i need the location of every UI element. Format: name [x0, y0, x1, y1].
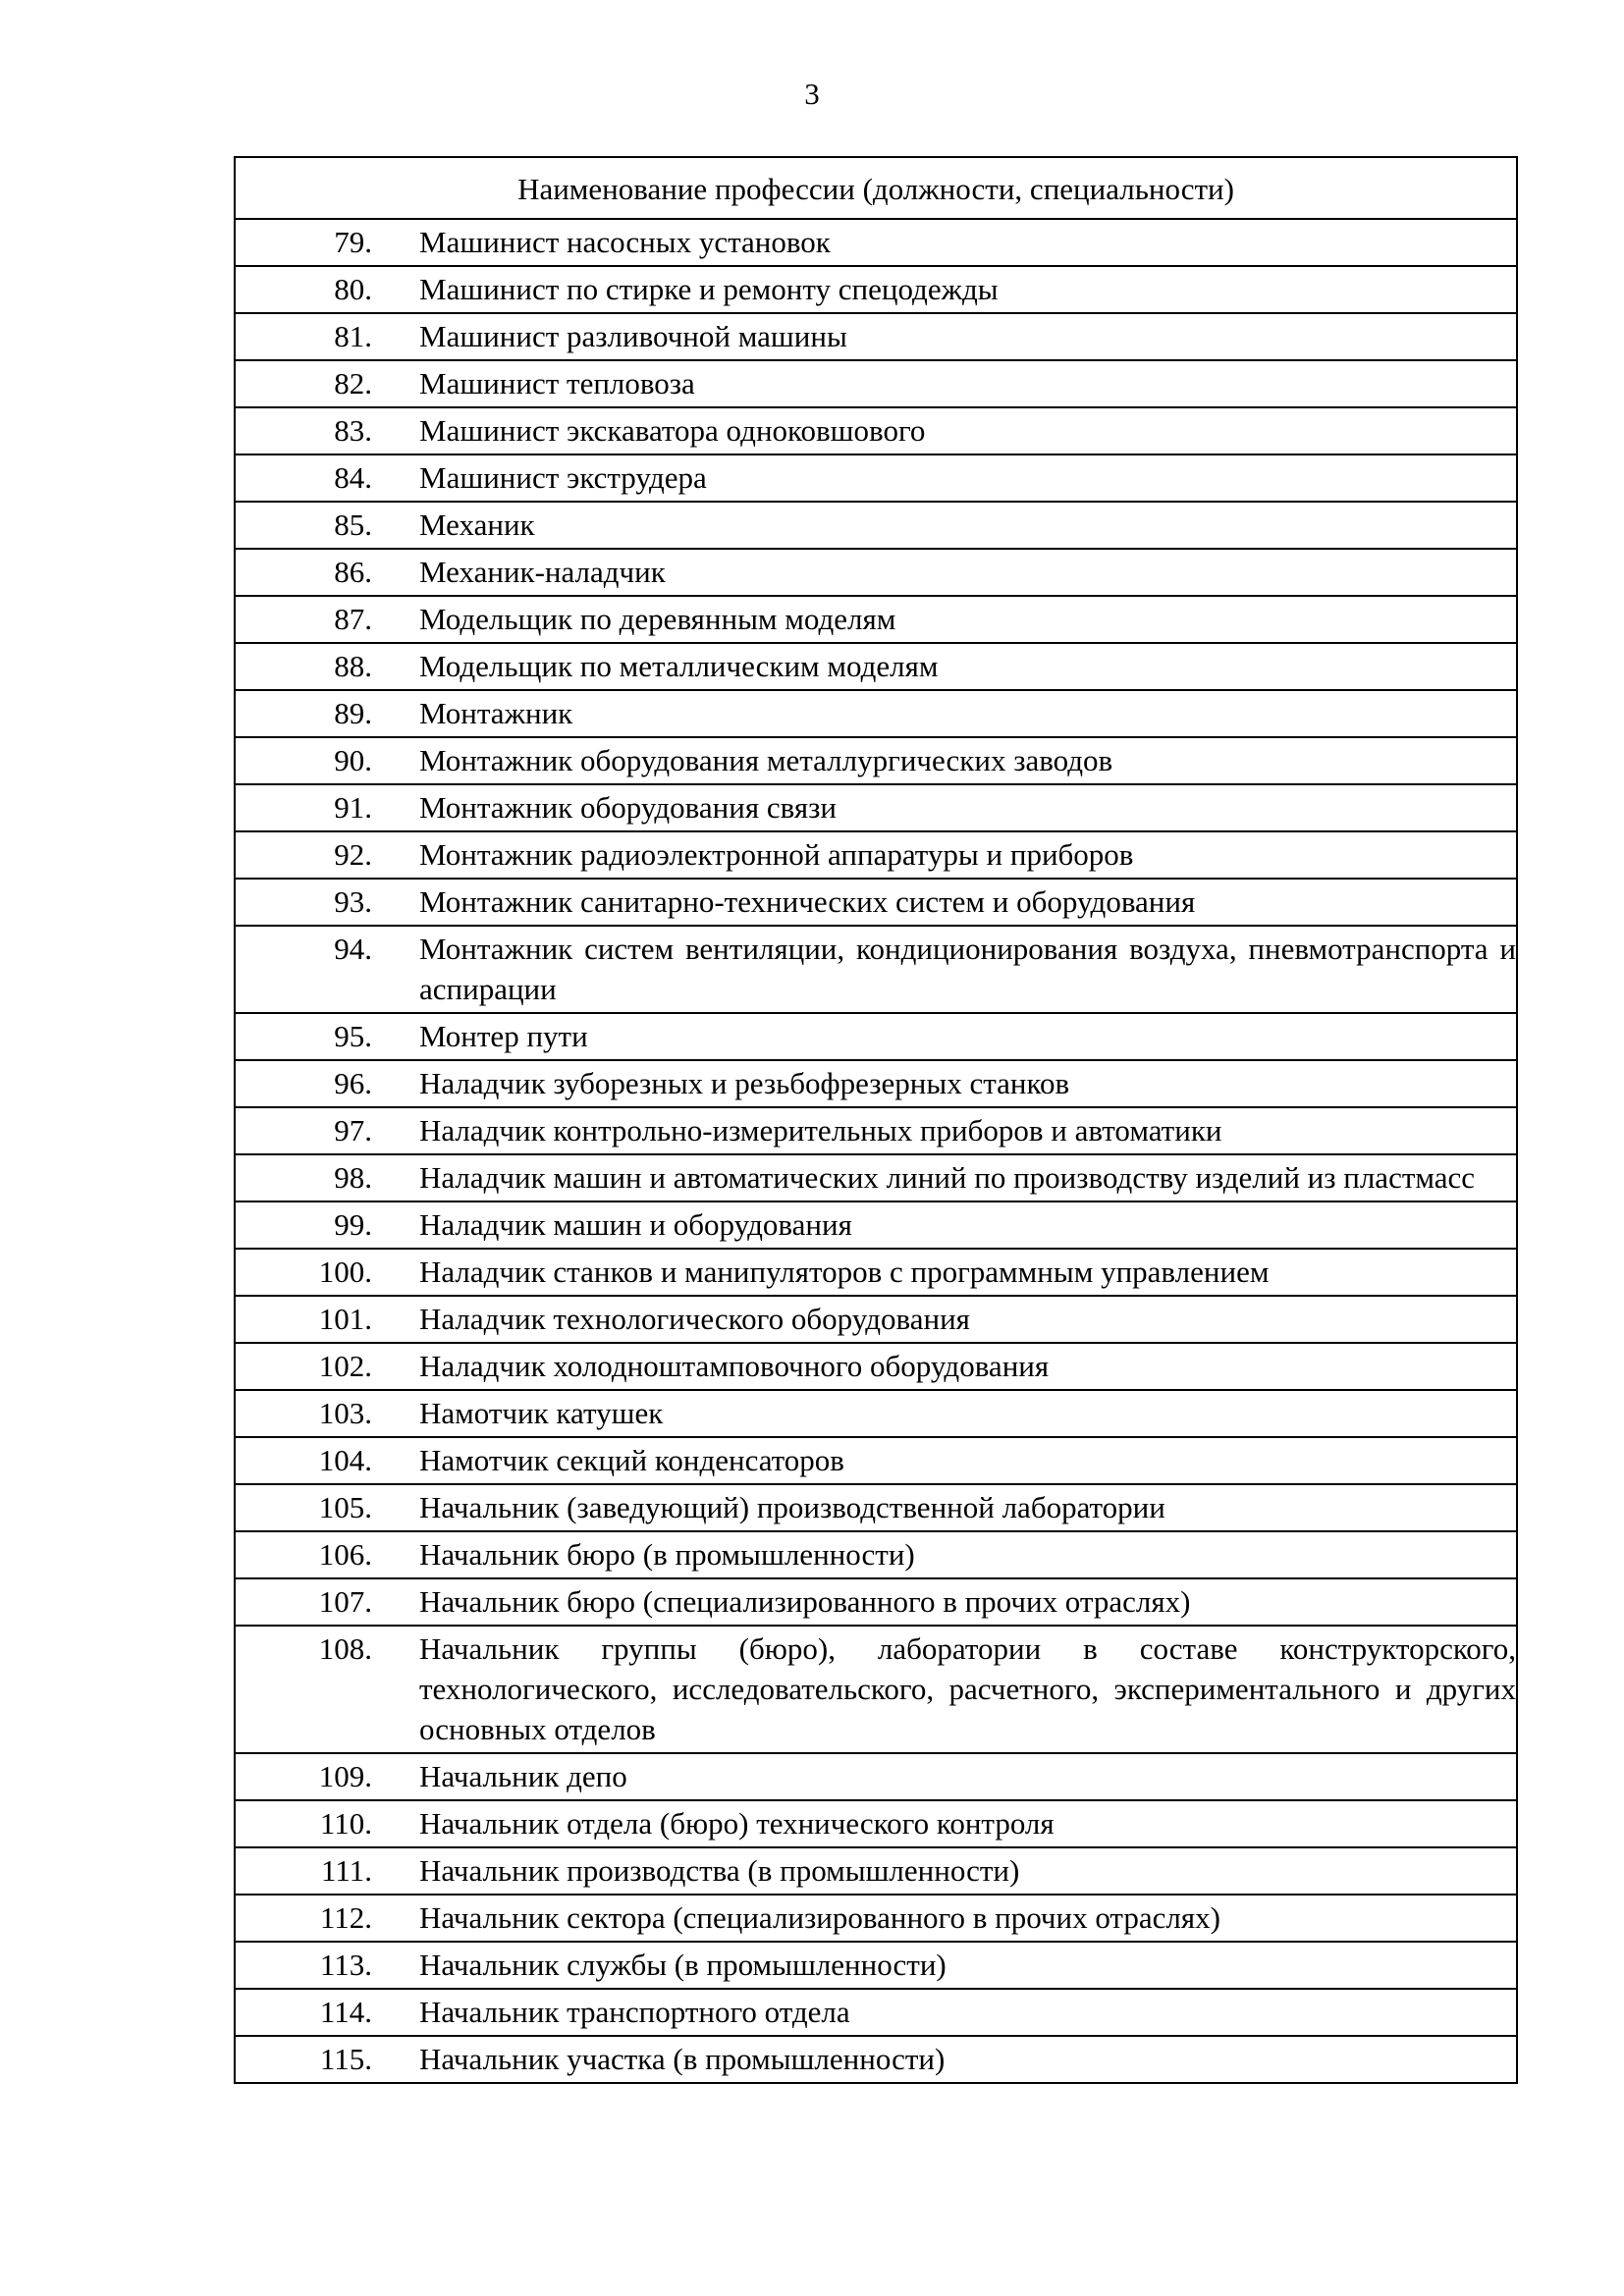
row-number: 85. — [235, 502, 396, 549]
row-number: 87. — [235, 596, 396, 643]
table-row — [235, 1249, 1517, 1296]
profession-name: Намотчик катушек — [396, 1390, 1517, 1437]
profession-name: Машинист по стирке и ремонту спецодежды — [396, 266, 1517, 313]
table-row — [235, 1800, 1517, 1847]
table-row — [235, 1895, 1517, 1942]
row-number: 79. — [235, 219, 396, 266]
row-number: 91. — [235, 784, 396, 831]
row-number: 98. — [235, 1154, 396, 1201]
row-number: 111. — [235, 1847, 396, 1895]
table-row — [235, 831, 1517, 879]
row-number: 88. — [235, 643, 396, 690]
row-number: 84. — [235, 454, 396, 502]
table-row — [235, 266, 1517, 313]
table-row — [235, 407, 1517, 454]
row-number: 89. — [235, 690, 396, 737]
profession-name: Монтажник оборудования металлургических заводов — [396, 737, 1517, 784]
profession-name: Намотчик секций конденсаторов — [396, 1437, 1517, 1484]
table-row — [235, 1531, 1517, 1578]
table-header-row — [235, 157, 1517, 219]
profession-name: Наладчик машин и автоматических линий по производству изделий из пластмасс — [396, 1154, 1517, 1201]
profession-name: Монтажник — [396, 690, 1517, 737]
profession-name: Начальник транспортного отдела — [396, 1989, 1517, 2036]
table-row — [235, 1578, 1517, 1626]
profession-name: Монтер пути — [396, 1013, 1517, 1060]
profession-name: Начальник сектора (специализированного в прочих отраслях) — [396, 1895, 1517, 1942]
row-number: 95. — [235, 1013, 396, 1060]
profession-name: Наладчик станков и манипуляторов с программным управлением — [396, 1249, 1517, 1296]
table-row — [235, 596, 1517, 643]
table-row — [235, 219, 1517, 266]
row-number: 112. — [235, 1895, 396, 1942]
table-row — [235, 549, 1517, 596]
row-number: 99. — [235, 1201, 396, 1249]
profession-name: Наладчик контрольно-измерительных приборов и автоматики — [396, 1107, 1517, 1154]
row-number: 110. — [235, 1800, 396, 1847]
profession-name: Механик-наладчик — [396, 549, 1517, 596]
table-row — [235, 502, 1517, 549]
profession-name: Машинист тепловоза — [396, 360, 1517, 407]
table-row — [235, 1484, 1517, 1531]
table-row — [235, 313, 1517, 360]
table-row — [235, 1942, 1517, 1989]
profession-name: Начальник бюро (в промышленности) — [396, 1531, 1517, 1578]
row-number: 97. — [235, 1107, 396, 1154]
row-number: 109. — [235, 1753, 396, 1800]
row-number: 80. — [235, 266, 396, 313]
row-number: 113. — [235, 1942, 396, 1989]
row-number: 107. — [235, 1578, 396, 1626]
profession-name: Начальник службы (в промышленности) — [396, 1942, 1517, 1989]
table-row — [235, 1013, 1517, 1060]
profession-name: Машинист экструдера — [396, 454, 1517, 502]
profession-name: Машинист экскаватора одноковшового — [396, 407, 1517, 454]
table-row — [235, 879, 1517, 926]
table-row — [235, 690, 1517, 737]
table-row — [235, 1753, 1517, 1800]
table-row — [235, 1201, 1517, 1249]
profession-name: Монтажник систем вентиляции, кондиционирования воздуха, пневмотранспорта и аспирации — [396, 926, 1517, 1013]
profession-name: Начальник производства (в промышленности) — [396, 1847, 1517, 1895]
table-row — [235, 1390, 1517, 1437]
row-number: 92. — [235, 831, 396, 879]
row-number: 96. — [235, 1060, 396, 1107]
row-number: 81. — [235, 313, 396, 360]
table-row — [235, 1107, 1517, 1154]
profession-name: Начальник (заведующий) производственной лаборатории — [396, 1484, 1517, 1531]
profession-name: Начальник депо — [396, 1753, 1517, 1800]
table-row — [235, 1154, 1517, 1201]
table-row — [235, 2036, 1517, 2083]
table-row — [235, 1343, 1517, 1390]
table-header: Наименование профессии (должности, специальности) — [235, 157, 1517, 219]
page-number: 3 — [804, 77, 820, 111]
row-number: 108. — [235, 1626, 396, 1753]
profession-name: Машинист насосных установок — [396, 219, 1517, 266]
table-row — [235, 1626, 1517, 1753]
profession-name: Наладчик холодноштамповочного оборудования — [396, 1343, 1517, 1390]
profession-name: Модельщик по деревянным моделям — [396, 596, 1517, 643]
profession-name: Монтажник радиоэлектронной аппаратуры и приборов — [396, 831, 1517, 879]
row-number: 104. — [235, 1437, 396, 1484]
row-number: 114. — [235, 1989, 396, 2036]
table-body — [235, 219, 1517, 2083]
row-number: 115. — [235, 2036, 396, 2083]
table-row — [235, 1296, 1517, 1343]
row-number: 82. — [235, 360, 396, 407]
table-row — [235, 454, 1517, 502]
row-number: 105. — [235, 1484, 396, 1531]
profession-name: Начальник группы (бюро), лаборатории в составе конструкторского, технологического, исследовательского, расчетного, экспериментального и других основных отделов — [396, 1626, 1517, 1753]
row-number: 86. — [235, 549, 396, 596]
profession-name: Механик — [396, 502, 1517, 549]
professions-table — [234, 156, 1518, 2084]
row-number: 83. — [235, 407, 396, 454]
table-row — [235, 926, 1517, 1013]
profession-name: Наладчик технологического оборудования — [396, 1296, 1517, 1343]
row-number: 101. — [235, 1296, 396, 1343]
profession-name: Монтажник санитарно-технических систем и оборудования — [396, 879, 1517, 926]
table-row — [235, 737, 1517, 784]
table-row — [235, 643, 1517, 690]
row-number: 103. — [235, 1390, 396, 1437]
row-number: 94. — [235, 926, 396, 1013]
profession-name: Начальник бюро (специализированного в прочих отраслях) — [396, 1578, 1517, 1626]
table-row — [235, 1989, 1517, 2036]
row-number: 90. — [235, 737, 396, 784]
profession-name: Монтажник оборудования связи — [396, 784, 1517, 831]
row-number: 102. — [235, 1343, 396, 1390]
profession-name: Наладчик машин и оборудования — [396, 1201, 1517, 1249]
profession-name: Наладчик зуборезных и резьбофрезерных станков — [396, 1060, 1517, 1107]
table-row — [235, 1060, 1517, 1107]
profession-name: Начальник участка (в промышленности) — [396, 2036, 1517, 2083]
profession-name: Машинист разливочной машины — [396, 313, 1517, 360]
row-number: 100. — [235, 1249, 396, 1296]
table-row — [235, 360, 1517, 407]
profession-name: Начальник отдела (бюро) технического контроля — [396, 1800, 1517, 1847]
row-number: 106. — [235, 1531, 396, 1578]
row-number: 93. — [235, 879, 396, 926]
table-row — [235, 1437, 1517, 1484]
table-row — [235, 784, 1517, 831]
profession-name: Модельщик по металлическим моделям — [396, 643, 1517, 690]
table-row — [235, 1847, 1517, 1895]
